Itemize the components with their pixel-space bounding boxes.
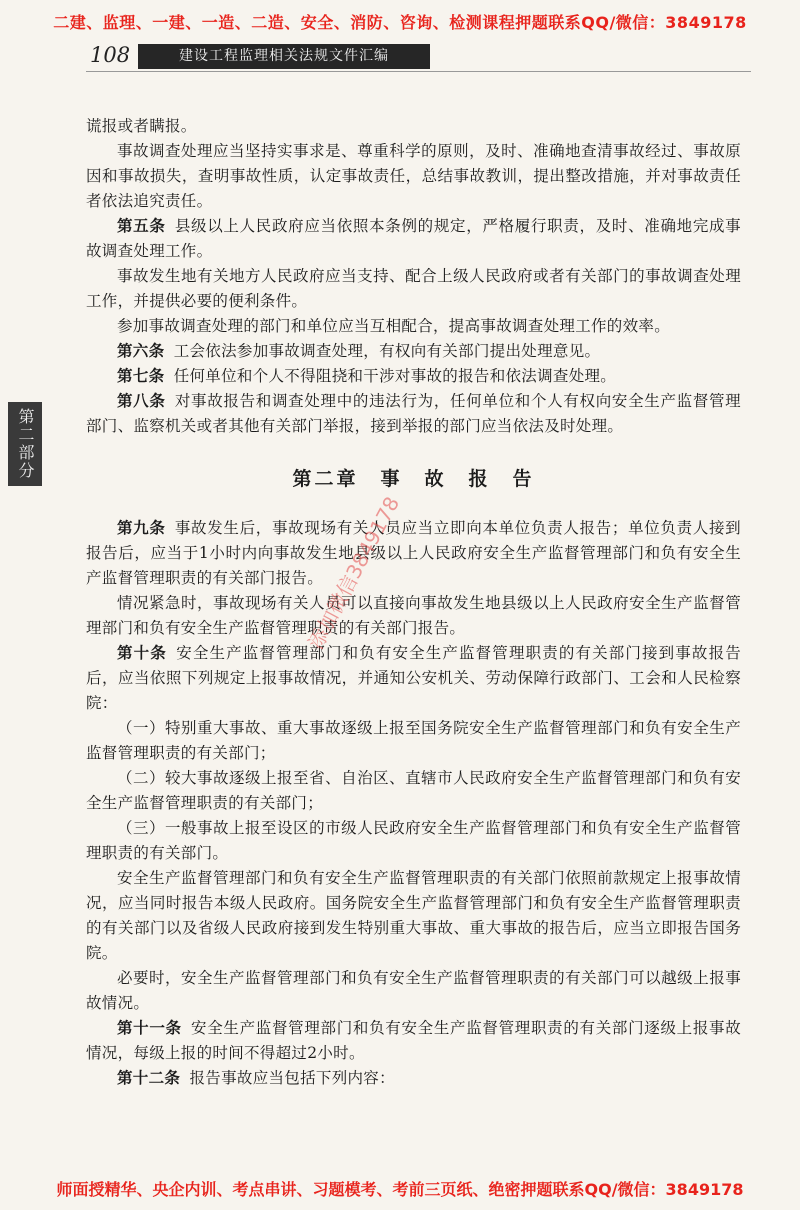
paragraph-text: 谎报或者瞒报。 — [86, 117, 197, 135]
paragraph-text: 对事故报告和调查处理中的违法行为，任何单位和个人有权向安全生产监督管理部门、监察机关或者其他有关部门举报，接到举报的部门应当依法及时处理。 — [86, 392, 741, 435]
article-label: 第六条 — [117, 342, 165, 360]
paragraph-text: （三）一般事故上报至设区的市级人民政府安全生产监督管理部门和负有安全生产监督管理职责的有关部门。 — [86, 819, 741, 862]
body-paragraph — [86, 716, 741, 766]
ad-banner-top: 二建、监理、一建、一造、二造、安全、消防、咨询、检测课程押题联系QQ/微信：3849178 — [53, 13, 747, 32]
page-number: 108 — [90, 43, 131, 67]
article-label: 第十条 — [117, 644, 167, 662]
article-label: 第八条 — [117, 392, 166, 410]
paragraph-text: 安全生产监督管理部门和负有安全生产监督管理职责的有关部门逐级上报事故情况，每级上报的时间不得超过2小时。 — [86, 1019, 742, 1062]
paragraph-text: 事故调查处理应当坚持实事求是、尊重科学的原则，及时、准确地查清事故经过、事故原因和事故损失，查明事故性质，认定事故责任，总结事故教训，提出整改措施，并对事故责任者依法追究责任。 — [86, 142, 741, 210]
article-label: 第七条 — [117, 367, 165, 385]
book-title: 建设工程监理相关法规文件汇编 — [138, 44, 430, 69]
header-divider — [86, 71, 751, 72]
article-label: 第十一条 — [117, 1019, 182, 1037]
article-paragraph — [86, 364, 741, 389]
paragraph-text: 事故发生地有关地方人民政府应当支持、配合上级人民政府或者有关部门的事故调查处理工作，并提供必要的便利条件。 — [86, 267, 741, 310]
body-paragraph — [86, 591, 741, 641]
article-label: 第十二条 — [117, 1069, 181, 1087]
article-paragraph — [86, 1016, 741, 1066]
document-body — [86, 114, 741, 1091]
body-paragraph — [86, 766, 741, 816]
paragraph-text: 参加事故调查处理的部门和单位应当互相配合，提高事故调查处理工作的效率。 — [117, 317, 671, 335]
article-label: 第五条 — [117, 217, 166, 235]
article-paragraph — [86, 1066, 741, 1091]
body-paragraph — [86, 816, 741, 866]
chapter-heading: 第二章 事 故 报 告 — [292, 468, 535, 490]
paragraph-text: （一）特别重大事故、重大事故逐级上报至国务院安全生产监督管理部门和负有安全生产监督管理职责的有关部门； — [86, 719, 741, 762]
body-paragraph — [86, 264, 741, 314]
ad-banner-bottom: 师面授精华、央企内训、考点串讲、习题模考、考前三页纸、绝密押题联系QQ/微信：3849178 — [56, 1180, 744, 1199]
paragraph-text: 安全生产监督管理部门和负有安全生产监督管理职责的有关部门接到事故报告后，应当依照下列规定上报事故情况，并通知公安机关、劳动保障行政部门、工会和人民检察院： — [86, 644, 742, 712]
side-tab-label: 第二部分 — [16, 408, 35, 480]
paragraph-text: （二）较大事故逐级上报至省、自治区、直辖市人民政府安全生产监督管理部门和负有安全生产监督管理职责的有关部门； — [86, 769, 741, 812]
paragraph-text: 工会依法参加事故调查处理，有权向有关部门提出处理意见。 — [173, 342, 601, 360]
paragraph-text: 必要时，安全生产监督管理部门和负有安全生产监督管理职责的有关部门可以越级上报事故情况。 — [86, 969, 741, 1012]
article-paragraph — [86, 641, 741, 716]
article-label: 第九条 — [117, 519, 166, 537]
article-paragraph — [86, 389, 741, 439]
paragraph-text: 报告事故应当包括下列内容： — [189, 1069, 395, 1087]
body-paragraph — [86, 139, 741, 214]
article-paragraph — [86, 516, 741, 591]
paragraph-text: 任何单位和个人不得阻挠和干涉对事故的报告和依法调查处理。 — [173, 367, 617, 385]
watermark: 添加微信3849178 — [303, 492, 405, 654]
paragraph-text: 情况紧急时，事故现场有关人员可以直接向事故发生地县级以上人民政府安全生产监督管理部门和负有安全生产监督管理职责的有关部门报告。 — [86, 594, 741, 637]
body-paragraph — [86, 114, 741, 139]
paragraph-text: 县级以上人民政府应当依照本条例的规定，严格履行职责，及时、准确地完成事故调查处理工作。 — [86, 217, 741, 260]
body-paragraph — [86, 966, 741, 1016]
body-paragraph — [86, 866, 741, 966]
section-side-tab — [8, 402, 42, 486]
article-paragraph — [86, 339, 741, 364]
article-paragraph — [86, 214, 741, 264]
paragraph-text: 安全生产监督管理部门和负有安全生产监督管理职责的有关部门依照前款规定上报事故情况，应当同时报告本级人民政府。国务院安全生产监督管理部门和负有安全生产监督管理职责的有关部门以及省级人民政府接到发生特别重大事故、重大事故的报告后，应当立即报告国务院。 — [86, 869, 741, 962]
paragraph-text: 事故发生后，事故现场有关人员应当立即向本单位负责人报告；单位负责人接到报告后，应当于1小时内向事故发生地县级以上人民政府安全生产监督管理部门和负有安全生产监督管理职责的有关部门报告。 — [86, 519, 741, 587]
body-paragraph — [86, 314, 741, 339]
